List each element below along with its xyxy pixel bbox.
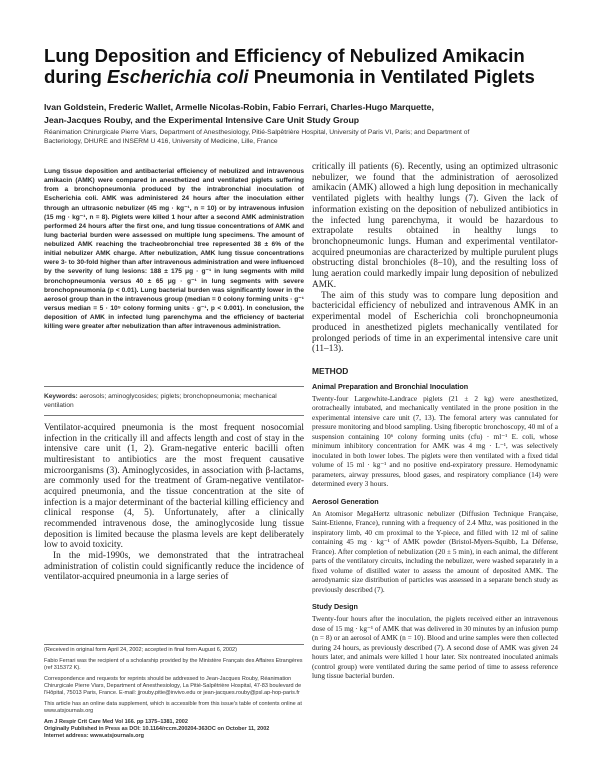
footnote-divider — [44, 644, 304, 645]
title-line-2-prefix: during — [44, 66, 107, 87]
title-line-2-suffix: Pneumonia in Ventilated Piglets — [248, 66, 535, 87]
keywords-label: Keywords: — [44, 393, 78, 400]
footnote-received: (Received in original form April 24, 2002; accepted in final form August 6, 2002) — [44, 647, 237, 653]
intro-paragraph-1: Ventilator-acquired pneumonia is the most frequent nosocomial infection in the critically ill and affects length and cost of stay in the intensive care unit (1, 2). Gram-negative enteric bacilli often multiresistant to antibiotics are the most frequent causative microorganisms (3). Aminoglycosides, in association with β-lactams, are commonly used for the treatment of Gram-negative ventilator-acquired pneumonia, and the tissue concentration at the site of infection is a major determinant of the bacterial killing efficiency and clinical response (4, 5). Unfortunately, after a clinically recommended intravenous dose, the aminoglycoside lung tissue deposition is limited because the plasma levels are kept deliberately low to avoid toxicity. — [44, 423, 304, 551]
animal-preparation-heading: Animal Preparation and Bronchial Inoculation — [312, 381, 469, 391]
intro-paragraph-3: critically ill patients (6). Recently, using an optimized ultrasonic nebulizer, we found that the administration of aerosolized amikacin (AMK) allowed a high lung deposition in mechanically ventilated piglets with healthy lungs (7). Given the lack of information existing on the deposition of nebulized antibiotics in the infected lung parenchyma, it would be hazardous to extrapolate results obtained in healthy lungs to bronchopneumonic lungs. Human and experimental ventilator-acquired pneumonias are characterized by multiple purulent plugs obstructing distal bronchioles (8–10), and the resulting loss of lung aeration could markedly impair lung deposition of nebulized AMK. — [312, 162, 558, 290]
right-column — [312, 162, 558, 681]
affiliation-line-2: Bacteriology, DHURE and INSERM U 416, University of Medicine, Lille, France — [44, 138, 278, 146]
author-list — [44, 101, 564, 126]
authors-line-1: Ivan Goldstein, Frederic Wallet, Armelle Nicolas-Robin, Fabio Ferrari, Charles-Hugo Marquette, — [44, 102, 434, 112]
article-title — [44, 45, 564, 87]
methods-heading: METHOD — [312, 365, 349, 376]
intro-column-right — [312, 162, 558, 355]
title-line-2 — [44, 66, 564, 87]
footnote-supplement: This article has an online data supplement, which is accessible from this issue's table of contents online at www.atsjournals.org — [44, 701, 302, 715]
abstract-text: Lung tissue deposition and antibacterial efficiency of nebulized and intravenous amikacin (AMK) were compared in anesthetized and ventilated piglets suffering from a bronchopneumonia produced by the intrabronchial inoculation of Escherichia coli. AMK was administered 24 hours after the inoculation either through an ultrasonic nebulizer (45 mg · kg⁻¹, n = 10) or by intravenous infusion (15 mg · kg⁻¹, n = 8). Piglets were killed 1 hour after a second AMK administration performed 24 hours after the first one, and lung tissue concentrations of AMK and lung bacterial burden were assessed on multiple lung specimens. The amount of nebulized AMK reaching the tracheobronchial tree represented 38 ± 6% of the initial nebulizer AMK charge. After nebulization, AMK lung tissue concentrations were 3- to 30-fold higher than after intravenous administration and were influenced by the severity of lung lesions: 188 ± 175 μg · g⁻¹ in lung segments with mild bronchopneumonia versus 40 ± 65 μg · g⁻¹ in lung segments with severe bronchopneumonia (p < 0.01). Lung bacterial burden was significantly lower in the aerosol group than in the intravenous group (median = 0 colony forming units · g⁻¹ versus median = 5 · 10⁵ colony forming units · g⁻¹, p < 0.001). In conclusion, the deposition of AMK in infected lung parenchyma and the efficiency of bacterial killing were greater after nebulization than after intravenous administration. — [44, 168, 304, 331]
doi-line: Originally Published in Press as DOI: 10.1164/rccm.200204-363OC on October 11, 2002 — [44, 726, 270, 733]
abstract-top-divider — [44, 386, 304, 387]
keywords-divider — [44, 415, 304, 416]
study-design-text: Twenty-four hours after the inoculation, the piglets received either an intravenous dose of 15 mg · kg⁻¹ of AMK that was delivered in 30 minutes by an infusion pump (n = 8) or an aerosol of AMK (n = 10). Blood and urine samples were then collected during 24 hours, as previously described (7). A second dose of AMK was given 24 hours later, and animals were killed 1 hour later. Six nontreated inoculated animals (control group) were ventilated during the same period of time to assess reference lung tissue bacterial burden. — [312, 614, 558, 681]
keywords — [44, 392, 304, 410]
footnote-correspondence: Correspondence and requests for reprints should be addressed to Jean-Jacques Rouby, Réanimation Chirurgicale Pierre Viars, Department of Anesthesiology, La Pitié-Salpêtrière Hospital, 47-83 boulevard de l'Hôpital, 75013 Paris, France. E-mail: jjrouby.pitie@invivo.edu or jean-jacques.rouby@psl.ap-hop-paris.fr — [44, 676, 302, 697]
authors-line-2: Jean-Jacques Rouby, and the Experimental Intensive Care Unit Study Group — [44, 114, 360, 125]
title-species: Escherichia coli — [107, 66, 249, 87]
animal-preparation-text: Twenty-four Largewhite-Landrace piglets (21 ± 2 kg) were anesthetized, orotracheally intubated, and mechanically ventilated in the prone position in the experimental intensive care unit (7, 13). The femoral artery was cannulated for pressure monitoring and blood sampling. Using fiberoptic bronchoscopy, 40 ml of a suspension containing 10⁶ colony forming units (cfu) · ml⁻¹ E. coli, whose minimum inhibitory concentration for AMK was 4 mg · L⁻¹, was selectively inoculated in both lower lobes. The piglets were then ventilated with a fixed tidal volume of 15 ml · kg⁻¹ and no positive end-expiratory pressure. Hemodynamic parameters, airway pressures, blood gases, and respiratory compliance (14) were determined every 3 hours. — [312, 393, 558, 489]
abstract — [44, 167, 304, 331]
study-design-heading: Study Design — [312, 602, 358, 612]
footnotes — [44, 647, 304, 741]
footnote-scholarship: Fabio Ferrari was the recipient of a scholarship provided by the Ministère Français des Affaires Etrangères (ref 315372 K). — [44, 658, 303, 672]
title-line-1: Lung Deposition and Efficiency of Nebulized Amikacin — [44, 45, 525, 66]
keywords-text: aerosols; aminoglycosides; piglets; bronchopneumonia; mechanical ventilation — [44, 393, 277, 409]
aerosol-generation-heading: Aerosol Generation — [312, 496, 379, 506]
journal-citation: Am J Respir Crit Care Med Vol 166. pp 1375–1381, 2002 — [44, 719, 188, 726]
intro-paragraph-2: In the mid-1990s, we demonstrated that the intratracheal administration of colistin could significantly reduce the incidence of ventilator-acquired pneumonia in a large series of — [44, 550, 304, 583]
affiliation-line-1: Réanimation Chirurgicale Pierre Viars, Department of Anesthesiology, Pitié-Salpêtrière Hospital, University of Paris VI, Paris; and Department of — [44, 129, 470, 136]
internet-address: Internet address: www.atsjournals.org — [44, 733, 145, 740]
intro-column-left — [44, 423, 304, 583]
aerosol-generation-text: An Atomisor MegaHertz ultrasonic nebulizer (Diffusion Technique Française, Saint-Etienne, France), running with a frequency of 2.4 Mhz, was positioned in the inspiratory limb, 40 cm proximal to the Y-piece, and filled with 12 ml of saline containing 45 mg · kg⁻¹ of AMK powder (Bristol-Myers-Squibb, La Défense, France). After completion of nebulization (20 ± 5 min), in each animal, the different parts of the ventilatory circuits, including the nebulizer, were washed separately in a fixed volume of distilled water to assess the amount of deposited AMK. The aerodynamic size distribution of particles was assessed in a separate bench study as previously described (7). — [312, 508, 558, 594]
affiliation — [44, 128, 576, 147]
intro-paragraph-4: The aim of this study was to compare lung deposition and bactericidal efficiency of nebulized and intravenous AMK in an experimental model of Escherichia coli bronchopneumonia produced in anesthetized piglets mechanically ventilated for prolonged periods of time in an experimental intensive care unit (11–13). — [312, 290, 558, 355]
